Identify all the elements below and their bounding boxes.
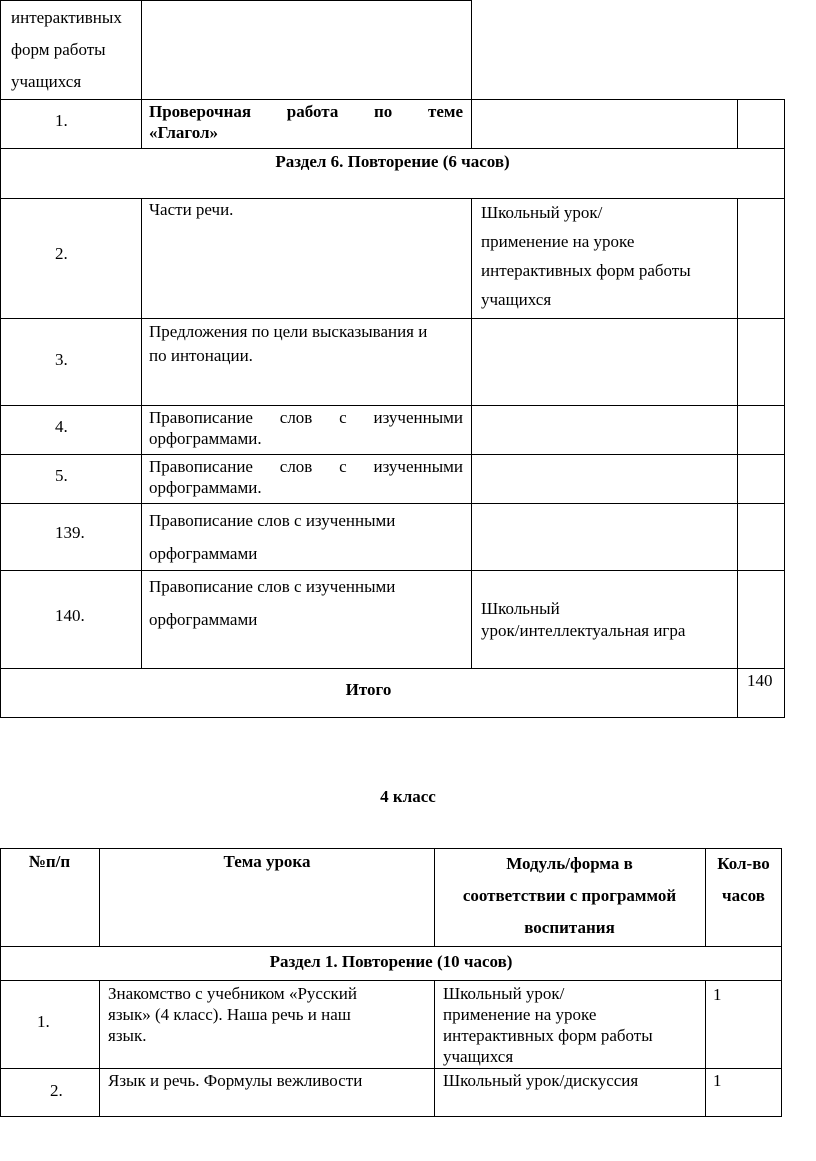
class-heading: 4 класс: [380, 787, 436, 806]
form-line: учащихся: [443, 1047, 514, 1066]
topic-line: Правописание слов с изученными: [149, 457, 463, 476]
header-line: Кол-во: [717, 854, 770, 873]
lesson-form: [481, 598, 685, 642]
lesson-hours: 1: [713, 1071, 722, 1090]
lesson-topic: Части речи.: [149, 200, 234, 219]
column-header-number: №п/п: [28, 852, 71, 871]
lesson-topic: [149, 320, 465, 368]
topic-line: орфограммами: [149, 610, 258, 629]
topic-line: язык» (4 класс). Наша речь и наш: [108, 1005, 351, 1024]
row-number: 3.: [55, 350, 68, 369]
lesson-form: [443, 983, 653, 1067]
lesson-topic: [108, 983, 357, 1046]
section-heading: Раздел 1. Повторение (10 часов): [269, 952, 513, 971]
lesson-topic: [149, 570, 395, 636]
row-number: 2.: [50, 1081, 63, 1100]
lesson-topic: [149, 101, 463, 143]
topic-line: орфограммами: [149, 544, 258, 563]
header-line: воспитания: [524, 918, 615, 937]
row-number: 5.: [55, 466, 68, 485]
lesson-topic: [149, 407, 463, 449]
row-number: 139.: [55, 523, 85, 542]
continued-line: учащихся: [11, 72, 82, 91]
total-value: 140: [747, 671, 773, 690]
row-number: 1.: [37, 1012, 50, 1031]
column-header-hours: [705, 848, 782, 912]
topic-line: «Глагол»: [149, 123, 219, 142]
lesson-topic: [149, 504, 395, 570]
topic-line: язык.: [108, 1026, 147, 1045]
topic-line: орфограммами.: [149, 478, 262, 497]
form-line: учащихся: [481, 290, 552, 309]
header-line: часов: [722, 886, 765, 905]
total-label: Итого: [345, 680, 392, 699]
continued-cell: [11, 2, 122, 98]
form-line: применение на уроке: [443, 1005, 597, 1024]
header-line: Модуль/форма в: [506, 854, 633, 873]
lesson-topic: Язык и речь. Формулы вежливости: [108, 1071, 363, 1090]
lesson-form: Школьный урок/дискуссия: [443, 1071, 639, 1090]
topic-line: Предложения по цели высказывания и: [149, 322, 428, 341]
row-number: 140.: [55, 606, 85, 625]
topic-line: по интонации.: [149, 346, 253, 365]
continued-line: интерактивных: [11, 8, 122, 27]
form-line: интерактивных форм работы: [481, 261, 691, 280]
topic-line: Правописание слов с изученными: [149, 511, 396, 530]
column-header-topic: Тема урока: [223, 852, 311, 871]
lesson-hours: 1: [713, 985, 722, 1004]
row-number: 2.: [55, 244, 68, 263]
lesson-form: [481, 198, 691, 314]
topic-line: Знакомство с учебником «Русский: [108, 984, 357, 1003]
form-line: Школьный урок/: [481, 203, 603, 222]
header-line: соответствии с программой: [462, 886, 677, 905]
column-header-form: [434, 848, 705, 944]
row-number: 4.: [55, 417, 68, 436]
form-line: применение на уроке: [481, 232, 635, 251]
form-line: интерактивных форм работы: [443, 1026, 653, 1045]
continued-line: форм работы: [11, 40, 106, 59]
form-line: Школьный: [481, 599, 560, 618]
topic-line: орфограммами.: [149, 429, 262, 448]
topic-line: Проверочная работа по теме: [149, 102, 463, 121]
lesson-topic: [149, 456, 463, 498]
section-heading: Раздел 6. Повторение (6 часов): [275, 152, 510, 171]
form-line: урок/интеллектуальная игра: [481, 621, 686, 640]
topic-line: Правописание слов с изученными: [149, 577, 396, 596]
topic-line: Правописание слов с изученными: [149, 408, 463, 427]
row-number: 1.: [55, 111, 68, 130]
form-line: Школьный урок/: [443, 984, 565, 1003]
